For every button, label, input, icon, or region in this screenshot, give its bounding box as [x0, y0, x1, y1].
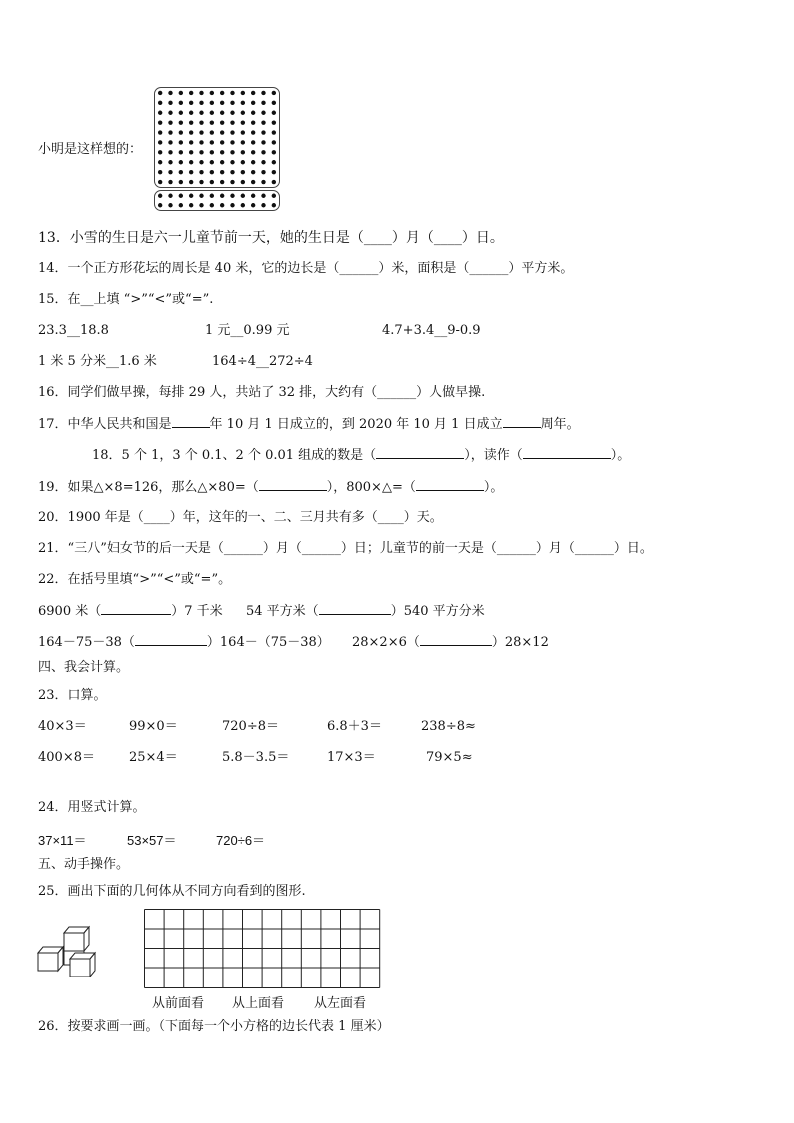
dot: [189, 194, 193, 198]
question-18: [92, 446, 630, 465]
answer-blank[interactable]: [503, 415, 541, 428]
dot: [210, 150, 214, 154]
dot: [210, 130, 214, 134]
dot: [168, 150, 172, 154]
q23-item: 720÷8＝: [222, 719, 279, 734]
dot: [210, 101, 214, 105]
dot: [272, 140, 276, 144]
dot-array-extra: [154, 190, 280, 211]
dot: [230, 140, 234, 144]
dot: [272, 180, 276, 184]
question-23-title: 23．口算。: [38, 688, 107, 703]
answer-blank[interactable]: [319, 602, 391, 615]
dot: [220, 101, 224, 105]
dot: [251, 160, 255, 164]
dot: [199, 203, 203, 207]
q22-text: ）7 千米: [171, 604, 223, 619]
dot: [230, 170, 234, 174]
q23-item: 79×5≈: [426, 750, 473, 765]
question-15-title: 15．在__上填 “>”“<”或“=”.: [38, 292, 214, 307]
dot: [189, 170, 193, 174]
dot: [158, 194, 162, 198]
question-21: 21．“三八”妇女节的后一天是（______）月（______）日；儿童节的前一天是（______）月（______）日。: [38, 541, 653, 556]
dot: [168, 180, 172, 184]
dot: [241, 203, 245, 207]
dot: [261, 140, 265, 144]
dot: [168, 160, 172, 164]
dot-array-main: [154, 87, 280, 188]
dot: [210, 140, 214, 144]
q15-item: 1 米 5 分米__1.6 米: [38, 354, 157, 369]
q24-item: 53×57＝: [127, 833, 177, 848]
dot: [261, 194, 265, 198]
dot: [179, 203, 183, 207]
q24-item: 720÷6＝: [216, 833, 266, 848]
dot: [210, 194, 214, 198]
answer-blank[interactable]: [376, 446, 464, 459]
question-16: 16．同学们做早操，每排 29 人，共站了 32 排，大约有（______）人做早操.: [38, 385, 486, 400]
q15-item: 164÷4__272÷4: [212, 354, 313, 369]
dot: [179, 170, 183, 174]
dot: [199, 140, 203, 144]
question-19: [38, 478, 503, 497]
dot: [261, 120, 265, 124]
dot: [189, 150, 193, 154]
dot: [272, 194, 276, 198]
dot: [251, 101, 255, 105]
dot: [168, 91, 172, 95]
dot: [199, 111, 203, 115]
dot: [179, 120, 183, 124]
dot: [261, 160, 265, 164]
dot: [241, 150, 245, 154]
question-26: 26．按要求画一画。（下面每一个小方格的边长代表 1 厘米）: [38, 1019, 390, 1034]
q24-item: 37×11＝: [38, 833, 87, 848]
dot: [272, 91, 276, 95]
q22-text: ）28×12: [491, 635, 549, 650]
dot: [168, 101, 172, 105]
dot: [179, 150, 183, 154]
view-label-top: 从上面看: [232, 996, 285, 1011]
dot: [230, 203, 234, 207]
dot: [272, 160, 276, 164]
dot: [199, 160, 203, 164]
q22-item: [246, 602, 485, 621]
drawing-grid[interactable]: [144, 909, 382, 989]
dot: [210, 180, 214, 184]
q22-item: [38, 633, 330, 652]
q23-item: 40×3＝: [38, 719, 87, 734]
dot: [199, 120, 203, 124]
dot: [241, 120, 245, 124]
answer-blank[interactable]: [101, 602, 171, 615]
dot: [241, 130, 245, 134]
dot: [189, 203, 193, 207]
dot: [272, 150, 276, 154]
dot: [179, 160, 183, 164]
q15-item: 4.7+3.4__9-0.9: [382, 323, 481, 338]
dot: [199, 194, 203, 198]
dot: [230, 120, 234, 124]
q19-text-a: 19．如果△×8=126，那么△×80=（: [38, 480, 259, 495]
dot: [189, 111, 193, 115]
question-13: 13．小雪的生日是六一儿童节前一天，她的生日是（____）月（____）日。: [38, 230, 504, 246]
dot: [272, 120, 276, 124]
dot: [189, 101, 193, 105]
dot: [261, 111, 265, 115]
question-17: [38, 415, 580, 434]
q22-text: 164－75－38（: [38, 635, 135, 650]
q18-text-c: ）。: [610, 448, 631, 463]
dot: [168, 203, 172, 207]
question-22-title: 22．在括号里填“>”“<”或“=”。: [38, 572, 232, 587]
q23-item: 99×0＝: [129, 719, 178, 734]
answer-blank[interactable]: [420, 633, 492, 646]
question-25-title: 25．画出下面的几何体从不同方向看到的图形.: [38, 884, 306, 899]
dot: [251, 194, 255, 198]
dot: [199, 91, 203, 95]
dot: [220, 194, 224, 198]
q22-text: ）164－（75－38）: [206, 635, 330, 650]
dot: [220, 170, 224, 174]
dot: [210, 203, 214, 207]
dot: [261, 101, 265, 105]
q15-item: 1 元__0.99 元: [205, 323, 290, 338]
dot: [220, 120, 224, 124]
dot: [241, 111, 245, 115]
dot: [158, 140, 162, 144]
dot: [168, 130, 172, 134]
dot: [179, 111, 183, 115]
dot: [158, 120, 162, 124]
q23-item: 25×4＝: [129, 750, 178, 765]
dot: [230, 101, 234, 105]
q17-text-a: 17．中华人民共和国是: [38, 417, 172, 432]
dot: [179, 101, 183, 105]
dot: [158, 170, 162, 174]
dot: [251, 170, 255, 174]
dot: [210, 160, 214, 164]
q15-item: 23.3__18.8: [38, 323, 109, 338]
dot: [251, 140, 255, 144]
dot: [199, 150, 203, 154]
section-4-title: 四、我会计算。: [38, 660, 130, 675]
dot: [251, 91, 255, 95]
dot: [220, 160, 224, 164]
dot: [230, 160, 234, 164]
answer-blank[interactable]: [172, 415, 210, 428]
answer-blank[interactable]: [523, 446, 611, 459]
dot: [272, 101, 276, 105]
dot: [241, 170, 245, 174]
q23-item: 5.8－3.5＝: [222, 750, 290, 765]
dot: [189, 180, 193, 184]
view-label-left: 从左面看: [314, 996, 367, 1011]
dot: [220, 130, 224, 134]
question-14: 14．一个正方形花坛的周长是 40 米，它的边长是（______）米，面积是（______）平方米。: [38, 261, 574, 276]
q22-text: 54 平方米（: [246, 604, 319, 619]
dot: [210, 170, 214, 174]
dot: [158, 203, 162, 207]
dot: [251, 120, 255, 124]
q22-item: [38, 602, 223, 621]
q22-text: ）540 平方分米: [390, 604, 485, 619]
dot: [230, 111, 234, 115]
dot: [261, 170, 265, 174]
q22-text: 6900 米（: [38, 604, 102, 619]
xiaoming-label: 小明是这样想的：: [38, 142, 143, 157]
answer-blank[interactable]: [135, 633, 207, 646]
dot: [158, 111, 162, 115]
view-label-front: 从前面看: [152, 996, 205, 1011]
dot: [241, 140, 245, 144]
dot: [251, 111, 255, 115]
q23-item: 17×3＝: [327, 750, 376, 765]
dot: [220, 91, 224, 95]
dot: [251, 130, 255, 134]
dot: [220, 140, 224, 144]
q19-text-b: ），800×△=（: [326, 480, 416, 495]
dot: [230, 180, 234, 184]
dot: [220, 150, 224, 154]
dot: [251, 180, 255, 184]
dot: [272, 111, 276, 115]
dot: [261, 150, 265, 154]
dot: [168, 170, 172, 174]
dot: [210, 120, 214, 124]
dot: [230, 150, 234, 154]
dot: [158, 180, 162, 184]
dot: [261, 180, 265, 184]
dot: [179, 140, 183, 144]
q17-text-c: 周年。: [540, 417, 580, 432]
dot: [189, 120, 193, 124]
dot: [199, 180, 203, 184]
dot: [199, 170, 203, 174]
dot: [272, 170, 276, 174]
dot: [230, 91, 234, 95]
dot: [230, 130, 234, 134]
dot: [179, 194, 183, 198]
q17-text-b: 年 10 月 1 日成立的，到 2020 年 10 月 1 日成立: [209, 417, 503, 432]
dot: [158, 130, 162, 134]
dot: [251, 203, 255, 207]
dot: [158, 91, 162, 95]
dot: [158, 101, 162, 105]
dot: [189, 91, 193, 95]
dot: [220, 203, 224, 207]
dot: [210, 111, 214, 115]
dot: [241, 101, 245, 105]
answer-blank[interactable]: [259, 478, 327, 491]
section-5-title: 五、动手操作。: [38, 857, 130, 872]
question-20: 20．1900 年是（____）年，这年的一、二、三月共有多（____）天。: [38, 510, 443, 525]
q23-item: 238÷8≈: [421, 719, 476, 734]
dot: [168, 194, 172, 198]
dot: [272, 203, 276, 207]
dot: [189, 130, 193, 134]
dot: [189, 140, 193, 144]
dot: [241, 160, 245, 164]
dot: [230, 194, 234, 198]
q18-text-b: ），读作（: [464, 448, 523, 463]
dot: [199, 101, 203, 105]
dot: [179, 180, 183, 184]
dot: [241, 194, 245, 198]
dot: [189, 160, 193, 164]
dot: [168, 140, 172, 144]
q18-text-a: 18．5 个 1，3 个 0.1、2 个 0.01 组成的数是（: [92, 448, 377, 463]
dot: [261, 91, 265, 95]
q23-item: 6.8＋3＝: [327, 719, 382, 734]
dot: [210, 91, 214, 95]
q22-text: 28×2×6（: [352, 635, 420, 650]
dot: [220, 111, 224, 115]
q22-item: [352, 633, 549, 652]
dot: [261, 130, 265, 134]
dot: [272, 130, 276, 134]
answer-blank[interactable]: [416, 478, 484, 491]
dot: [158, 150, 162, 154]
dot: [261, 203, 265, 207]
dot: [179, 130, 183, 134]
dot: [220, 180, 224, 184]
dot: [168, 111, 172, 115]
question-24-title: 24．用竖式计算。: [38, 800, 146, 815]
dot: [199, 130, 203, 134]
q19-text-c: ）。: [483, 480, 504, 495]
dot: [241, 180, 245, 184]
dot: [251, 150, 255, 154]
q23-item: 400×8＝: [38, 750, 95, 765]
dot: [168, 120, 172, 124]
dot: [241, 91, 245, 95]
cube-solid-figure: [36, 925, 108, 977]
dot: [158, 160, 162, 164]
dot: [179, 91, 183, 95]
